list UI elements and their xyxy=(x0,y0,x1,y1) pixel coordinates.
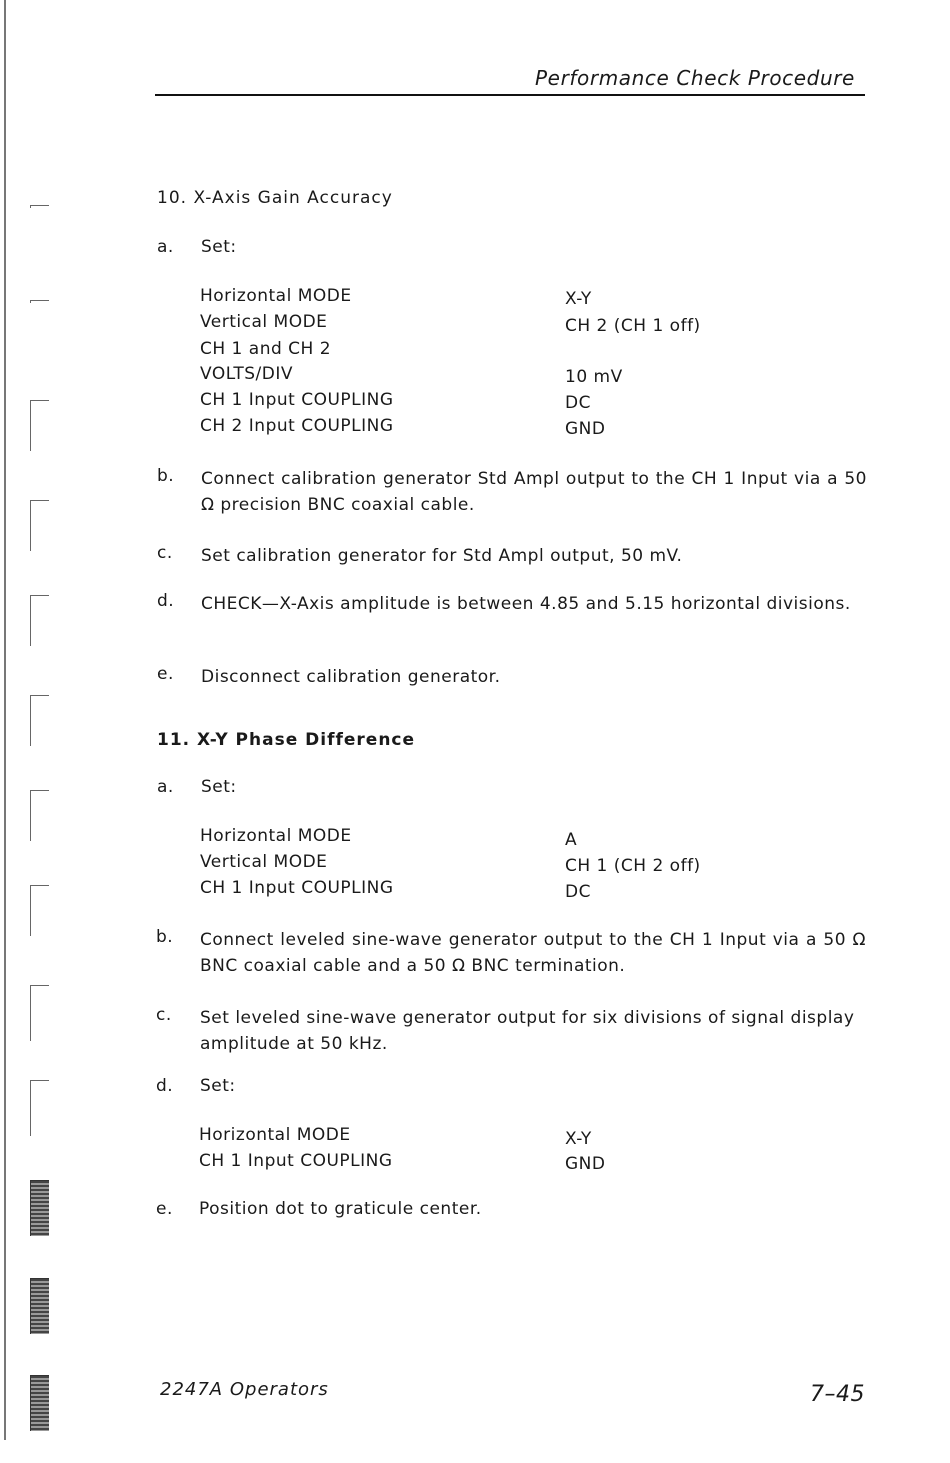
setting-value: A xyxy=(565,830,578,850)
setting-value: CH 2 (CH 1 off) xyxy=(565,316,701,336)
page-number: 7–45 xyxy=(810,1382,865,1407)
setting-value: GND xyxy=(565,419,606,439)
step-label: e. xyxy=(156,1199,173,1219)
header-rule xyxy=(155,94,865,96)
setting-name: Horizontal MODE xyxy=(200,286,352,306)
step-label: d. xyxy=(156,1076,174,1096)
step-label: a. xyxy=(157,777,174,797)
section-heading xyxy=(157,188,393,208)
setting-name: Horizontal MODE xyxy=(200,826,352,846)
binding-mark xyxy=(30,205,49,208)
step-text: Set: xyxy=(200,1076,236,1096)
footer-manual-title: 2247A Operators xyxy=(160,1379,329,1400)
running-header: Performance Check Procedure xyxy=(535,66,855,90)
binding-mark xyxy=(30,885,49,936)
step-label: b. xyxy=(157,466,175,486)
setting-name: Vertical MODE xyxy=(200,852,328,872)
binding-mark xyxy=(30,695,49,746)
setting-name: Horizontal MODE xyxy=(199,1125,351,1145)
binding-mark xyxy=(30,400,49,451)
section-number: 10. xyxy=(157,188,188,208)
binding-mark xyxy=(30,1080,49,1136)
setting-name: CH 1 Input COUPLING xyxy=(200,390,394,410)
setting-value: X-Y xyxy=(565,289,592,309)
setting-name: CH 1 Input COUPLING xyxy=(200,878,394,898)
step-text: Set leveled sine-wave generator output for six divisions of signal display amplitude at 50 kHz. xyxy=(200,1008,855,1054)
setting-value: DC xyxy=(565,882,591,902)
setting-value: CH 1 (CH 2 off) xyxy=(565,856,701,876)
section-title: X-Y Phase Difference xyxy=(197,730,416,750)
step-label: e. xyxy=(157,664,174,684)
step-label: b. xyxy=(156,927,174,947)
step-label: a. xyxy=(157,237,174,257)
section-heading xyxy=(157,730,415,750)
binding-mark xyxy=(30,1375,49,1431)
section-number: 11. xyxy=(157,730,191,750)
binding-line xyxy=(4,0,6,1440)
binding-mark xyxy=(30,985,49,1041)
section-title: X-Axis Gain Accuracy xyxy=(193,188,393,208)
binding-edge xyxy=(0,0,60,1463)
step-text: CHECK—X-Axis amplitude is between 4.85 and 5.15 horizontal divisions. xyxy=(201,594,851,614)
step-text: Set: xyxy=(201,777,237,797)
step-text: Disconnect calibration generator. xyxy=(201,667,501,687)
step-text: Set calibration generator for Std Ampl output, 50 mV. xyxy=(201,546,683,566)
binding-mark xyxy=(30,595,49,646)
step-text: Set: xyxy=(201,237,237,257)
setting-name: VOLTS/DIV xyxy=(200,364,293,384)
step-label: c. xyxy=(156,1005,172,1025)
binding-mark xyxy=(30,1180,49,1236)
step-text: Connect leveled sine-wave generator output to the CH 1 Input via a 50 Ω BNC coaxial cable and a 50 Ω BNC termination. xyxy=(200,930,866,976)
step-text: Position dot to graticule center. xyxy=(199,1199,482,1219)
step-label: d. xyxy=(157,591,175,611)
setting-value: GND xyxy=(565,1154,606,1174)
setting-value: DC xyxy=(565,393,591,413)
step-label: c. xyxy=(157,543,173,563)
setting-name: CH 2 Input COUPLING xyxy=(200,416,394,436)
binding-mark xyxy=(30,300,49,303)
setting-name: CH 1 and CH 2 xyxy=(200,339,332,359)
setting-value: X-Y xyxy=(565,1129,592,1149)
setting-name: CH 1 Input COUPLING xyxy=(199,1151,393,1171)
setting-name: Vertical MODE xyxy=(200,312,328,332)
step-text: Connect calibration generator Std Ampl output to the CH 1 Input via a 50 Ω precision BNC coaxial cable. xyxy=(201,469,867,515)
binding-mark xyxy=(30,1278,49,1334)
binding-mark xyxy=(30,790,49,841)
binding-mark xyxy=(30,500,49,551)
setting-value: 10 mV xyxy=(565,367,623,387)
